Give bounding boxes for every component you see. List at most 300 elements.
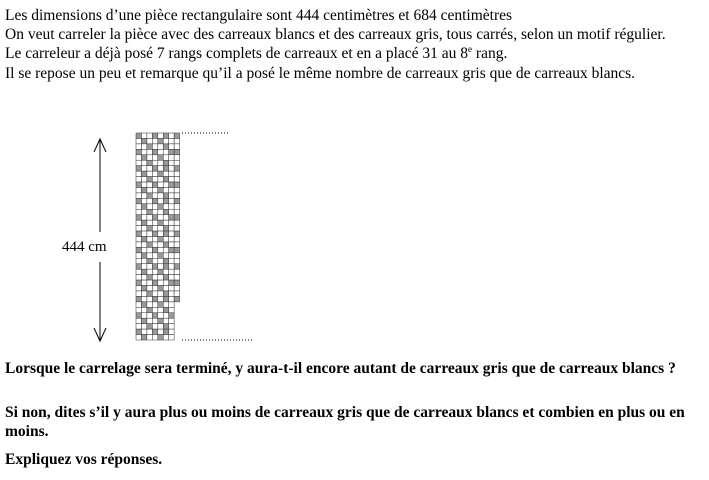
white-tile [141,313,146,318]
white-tile [163,302,168,307]
gray-tile [169,182,174,187]
gray-tile [174,231,179,236]
white-tile [158,313,163,318]
white-tile [136,193,141,198]
white-tile [169,253,174,258]
white-tile [169,275,174,280]
gray-tile [147,307,152,312]
white-tile [163,155,168,160]
gray-tile [136,296,141,301]
white-tile [152,302,157,307]
white-tile [147,280,152,285]
arrow-head-down [94,328,106,341]
white-tile [147,220,152,225]
white-tile [141,264,146,269]
gray-tile [152,182,157,187]
white-tile [163,149,168,154]
gray-tile [141,335,146,340]
white-tile [141,149,146,154]
white-tile [158,177,163,182]
gray-tile [141,318,146,323]
arrow-head-up [94,139,106,152]
white-tile [158,182,163,187]
white-tile [152,242,157,247]
white-tile [169,231,174,236]
gray-tile [141,269,146,274]
white-tile [147,296,152,301]
white-tile [141,275,146,280]
white-tile [158,160,163,165]
white-tile [169,318,174,323]
gray-tile [174,215,179,220]
problem-line-3 [5,44,705,63]
white-tile [152,171,157,176]
white-tile [147,329,152,334]
gray-tile [163,226,168,231]
gray-tile [141,286,146,291]
gray-tile [163,324,168,329]
gray-tile [174,166,179,171]
white-tile [163,247,168,252]
white-tile [163,138,168,143]
white-tile [136,187,141,192]
gray-tile [163,144,168,149]
white-tile [158,198,163,203]
white-tile [158,215,163,220]
gray-tile [152,215,157,220]
gray-tile [152,296,157,301]
gray-tile [147,275,152,280]
white-tile [169,160,174,165]
gray-tile [163,209,168,214]
white-tile [158,275,163,280]
white-tile [158,226,163,231]
white-tile [136,144,141,149]
white-tile [152,258,157,263]
gray-tile [147,258,152,263]
gray-tile [141,171,146,176]
white-tile [152,220,157,225]
white-tile [169,335,174,340]
white-tile [163,182,168,187]
gray-tile [163,166,168,171]
white-tile [147,171,152,176]
gray-tile [136,264,141,269]
white-tile [158,264,163,269]
gray-tile [152,149,157,154]
gray-tile [163,133,168,138]
gray-tile [169,149,174,154]
white-tile [147,138,152,143]
white-tile [147,286,152,291]
gray-tile [158,335,163,340]
white-tile [141,247,146,252]
white-tile [152,144,157,149]
white-tile [147,204,152,209]
white-tile [136,318,141,323]
white-tile [169,144,174,149]
white-tile [152,226,157,231]
gray-tile [174,182,179,187]
white-tile [169,171,174,176]
gray-tile [147,242,152,247]
white-tile [152,177,157,182]
gray-tile [158,187,163,192]
gray-tile [141,237,146,242]
white-tile [147,302,152,307]
white-tile [169,204,174,209]
problem-line-1: Les dimensions d’une pièce rectangulaire sont 444 centimètres et 684 centimètres [5,7,513,24]
white-tile [136,258,141,263]
white-tile [147,231,152,236]
white-tile [136,177,141,182]
white-tile [158,144,163,149]
white-tile [152,291,157,296]
gray-tile [158,204,163,209]
white-tile [152,286,157,291]
white-tile [158,247,163,252]
white-tile [163,253,168,258]
white-tile [152,187,157,192]
gray-tile [152,313,157,318]
white-tile [169,286,174,291]
white-tile [147,215,152,220]
white-tile [136,204,141,209]
white-tile [152,155,157,160]
white-tile [169,269,174,274]
gray-tile [158,302,163,307]
white-tile [163,280,168,285]
white-tile [147,182,152,187]
gray-tile [158,318,163,323]
problem-line-3-end: rang. [472,45,508,63]
white-tile [136,160,141,165]
white-tile [147,166,152,171]
white-tile [158,291,163,296]
gray-tile [158,138,163,143]
gray-tile [163,296,168,301]
white-tile [158,329,163,334]
gray-tile [169,215,174,220]
white-tile [163,204,168,209]
white-tile [169,187,174,192]
white-tile [136,237,141,242]
white-tile [174,226,179,231]
white-tile [136,155,141,160]
gray-tile [141,187,146,192]
gray-tile [147,209,152,214]
white-tile [158,133,163,138]
white-tile [174,144,179,149]
white-tile [141,296,146,301]
white-tile [136,138,141,143]
white-tile [141,144,146,149]
white-tile [136,209,141,214]
problem-statement [5,6,705,83]
white-tile [152,193,157,198]
gray-tile [152,166,157,171]
white-tile [169,193,174,198]
white-tile [136,302,141,307]
white-tile [147,247,152,252]
gray-tile [152,133,157,138]
white-tile [169,138,174,143]
white-tile [163,171,168,176]
white-tile [141,193,146,198]
white-tile [163,220,168,225]
gray-tile [147,193,152,198]
gray-tile [136,149,141,154]
white-tile [152,253,157,258]
white-tile [174,193,179,198]
white-tile [174,253,179,258]
white-tile [169,166,174,171]
gray-tile [169,313,174,318]
white-tile [141,160,146,165]
gray-tile [141,220,146,225]
white-tile [141,242,146,247]
gray-tile [163,160,168,165]
gray-tile [136,182,141,187]
gray-tile [141,302,146,307]
gray-tile [152,329,157,334]
white-tile [136,307,141,312]
gray-tile [136,247,141,252]
white-tile [169,264,174,269]
white-tile [169,302,174,307]
gray-tile [163,307,168,312]
gray-tile [163,329,168,334]
white-tile [147,133,152,138]
gray-tile [174,133,179,138]
gray-tile [174,149,179,154]
white-tile [147,253,152,258]
problem-line-4: Il se repose un peu et remarque qu’il a posé le même nombre de carreaux gris que de carreaux blancs. [5,64,636,82]
white-tile [141,166,146,171]
gray-tile [169,247,174,252]
gray-tile [158,286,163,291]
white-tile [141,215,146,220]
white-tile [136,171,141,176]
white-tile [174,171,179,176]
white-tile [169,220,174,225]
white-tile [174,160,179,165]
gray-tile [147,291,152,296]
gray-tile [174,247,179,252]
gray-tile [136,166,141,171]
gray-tile [147,177,152,182]
white-tile [141,209,146,214]
dimension-label: 444 cm [62,239,107,255]
white-tile [174,275,179,280]
gray-tile [152,198,157,203]
white-tile [174,138,179,143]
white-tile [174,237,179,242]
gray-tile [174,264,179,269]
gray-tile [147,144,152,149]
white-tile [174,258,179,263]
white-tile [152,275,157,280]
white-tile [174,242,179,247]
gray-tile [163,193,168,198]
white-tile [169,226,174,231]
white-tile [141,226,146,231]
white-tile [141,231,146,236]
gray-tile [163,275,168,280]
white-tile [136,269,141,274]
white-tile [174,286,179,291]
gray-tile [136,133,141,138]
white-tile [147,269,152,274]
white-tile [141,177,146,182]
white-tile [147,335,152,340]
white-tile [147,313,152,318]
gray-tile [141,253,146,258]
white-tile [136,226,141,231]
white-tile [174,155,179,160]
gray-tile [158,155,163,160]
white-tile [169,291,174,296]
white-tile [174,204,179,209]
gray-tile [136,231,141,236]
white-tile [174,269,179,274]
white-tile [141,329,146,334]
white-tile [163,187,168,192]
white-tile [147,264,152,269]
gray-tile [163,264,168,269]
gray-tile [174,198,179,203]
white-tile [136,275,141,280]
gray-tile [136,215,141,220]
white-tile [147,149,152,154]
white-tile [152,138,157,143]
white-tile [169,329,174,334]
white-tile [163,318,168,323]
white-tile [152,160,157,165]
gray-tile [147,226,152,231]
white-tile [174,177,179,182]
white-tile [158,193,163,198]
white-tile [174,220,179,225]
white-tile [136,242,141,247]
white-tile [169,133,174,138]
gray-tile [163,291,168,296]
white-tile [169,237,174,242]
white-tile [169,258,174,263]
ordinal-superscript: e [468,44,473,55]
gray-tile [141,204,146,209]
gray-tile [152,231,157,236]
white-tile [152,269,157,274]
gray-tile [174,296,179,301]
gray-tile [163,177,168,182]
white-tile [152,335,157,340]
gray-tile [147,160,152,165]
white-tile [158,324,163,329]
white-tile [158,296,163,301]
white-tile [169,307,174,312]
white-tile [158,149,163,154]
white-tile [152,204,157,209]
white-tile [136,286,141,291]
white-tile [158,280,163,285]
gray-tile [152,280,157,285]
white-tile [169,296,174,301]
white-tile [169,177,174,182]
gray-tile [163,242,168,247]
gray-tile [158,171,163,176]
white-tile [169,209,174,214]
white-tile [163,286,168,291]
white-tile [163,237,168,242]
white-tile [147,237,152,242]
white-tile [169,155,174,160]
problem-line-2: On veut carreler la pièce avec des carreaux blancs et des carreaux gris, tous carrés, selon un motif régulier. [5,26,666,44]
white-tile [147,187,152,192]
white-tile [152,324,157,329]
gray-tile [136,329,141,334]
gray-tile [163,258,168,263]
white-tile [141,324,146,329]
question-1: Lorsque le carrelage sera terminé, y aura-t-il encore autant de carreaux gris que de carreaux blancs ? [5,360,676,377]
gray-tile [136,198,141,203]
gray-tile [169,280,174,285]
gray-tile [152,264,157,269]
white-tile [158,258,163,263]
white-tile [141,258,146,263]
gray-tile [136,313,141,318]
gray-tile [163,198,168,203]
gray-tile [174,280,179,285]
white-tile [141,291,146,296]
white-tile [136,253,141,258]
gray-tile [147,324,152,329]
white-tile [152,307,157,312]
white-tile [174,209,179,214]
gray-tile [136,280,141,285]
gray-tile [158,253,163,258]
question-2: Si non, dites s’il y aura plus ou moins de carreaux gris que de carreaux blancs et combien en plus ou en moins. [5,404,685,440]
tile-grid [136,133,180,340]
white-tile [163,269,168,274]
white-tile [136,324,141,329]
white-tile [158,166,163,171]
white-tile [158,307,163,312]
white-tile [152,209,157,214]
white-tile [152,318,157,323]
white-tile [141,133,146,138]
white-tile [158,242,163,247]
gray-tile [158,220,163,225]
white-tile [136,220,141,225]
white-tile [141,280,146,285]
gray-tile [141,138,146,143]
problem-line-3-text: Le carreleur a déjà posé 7 rangs complets de carreaux et en a placé 31 au 8 [5,45,469,63]
white-tile [174,291,179,296]
white-tile [158,209,163,214]
white-tile [147,318,152,323]
white-tile [163,335,168,340]
gray-tile [158,237,163,242]
white-tile [169,324,174,329]
white-tile [169,198,174,203]
white-tile [141,182,146,187]
gray-tile [158,269,163,274]
white-tile [163,313,168,318]
gray-tile [141,155,146,160]
white-tile [158,231,163,236]
white-tile [147,155,152,160]
